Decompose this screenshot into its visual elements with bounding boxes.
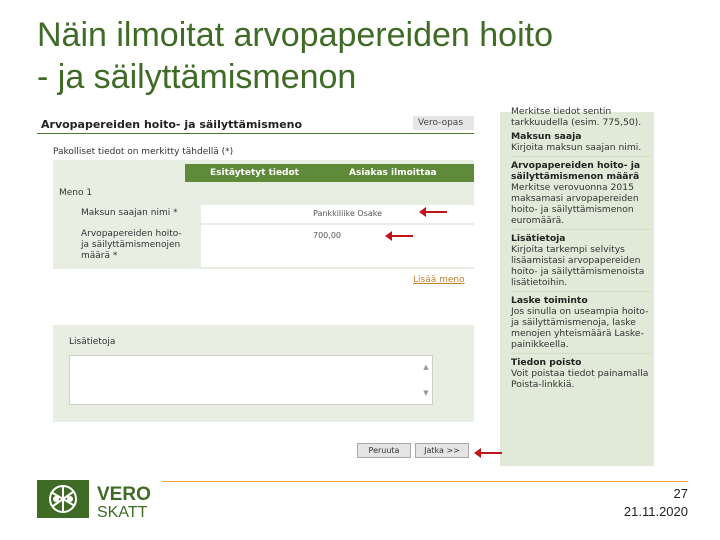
help-text-delete: Voit poistaa tiedot painamalla Poista-linkkiä. (511, 368, 649, 390)
help-heading-delete: Tiedon poisto (511, 353, 651, 368)
additional-info-label: Lisätietoja (69, 337, 116, 347)
slide-title-line-1: Näin ilmoitat arvopapereiden hoito (37, 16, 553, 54)
scroll-down-icon: ▼ (423, 389, 429, 397)
amount-value: 700,00 (313, 231, 341, 240)
slide-title (37, 14, 677, 98)
payee-value: Pankkiliike Osake (313, 209, 383, 218)
add-expense-link[interactable]: Lisää meno (413, 275, 465, 285)
help-panel (500, 106, 654, 466)
vero-skatt-logo (37, 480, 157, 520)
help-heading-additional-info: Lisätietoja (511, 229, 651, 244)
scroll-up-icon: ▲ (423, 363, 429, 371)
slide-date: 21.11.2020 (623, 504, 688, 519)
arrow-pointer-payee (425, 211, 447, 213)
column-header-prefilled: Esitäytetyt tiedot (210, 168, 299, 178)
arrow-pointer-amount (391, 235, 413, 237)
form-screenshot (37, 112, 474, 462)
help-heading-amount: Arvopapereiden hoito- ja säilyttämismenon määrä (511, 156, 651, 182)
help-heading-payee: Maksun saaja (511, 131, 582, 142)
table-header (185, 164, 474, 182)
help-text-amount: Merkitse verovuonna 2015 maksamasi arvopapereiden hoito- ja säilyttämismenon euromäärä. (511, 182, 639, 226)
footer-divider (162, 481, 688, 482)
amount-label: Arvopapereiden hoito- ja säilyttämismenojen määrä * (81, 229, 182, 261)
help-intro-text: Merkitse tiedot sentin tarkkuudella (esim. 775,50). (511, 106, 642, 128)
help-text-payee: Kirjoita maksun saajan nimi. (511, 142, 642, 153)
page-number: 27 (673, 486, 688, 501)
form-title-divider (37, 133, 474, 134)
next-button[interactable]: Jatka >> (415, 443, 469, 458)
amount-prefilled-cell (201, 225, 309, 267)
help-text-calculate: Jos sinulla on useampia hoito- ja säilyttämismenoja, laske menojen yhteismäärä Laske-painikkeella. (511, 306, 649, 350)
payee-prefilled-cell (201, 205, 309, 223)
payee-input[interactable] (309, 205, 474, 223)
column-header-customer: Asiakas ilmoittaa (349, 168, 437, 178)
arrow-pointer-next (480, 452, 502, 454)
form-title: Arvopapereiden hoito- ja säilyttämismeno (41, 118, 303, 131)
help-text-additional-info: Kirjoita tarkempi selvitys lisäamistasi arvopapereiden hoito- ja säilyttämismenoista lisätietoihin. (511, 244, 645, 288)
logo-skatt-text: SKATT (97, 504, 148, 521)
required-fields-hint: Pakolliset tiedot on merkitty tähdellä (*) (53, 147, 234, 157)
textarea-scrollbar[interactable] (422, 362, 430, 400)
cancel-button[interactable]: Peruuta (357, 443, 411, 458)
expense-group-label: Meno 1 (59, 188, 93, 198)
slide-title-line-2: - ja säilyttämismenon (37, 58, 357, 96)
vero-opas-button[interactable]: Vero-opas (413, 116, 474, 130)
payee-label: Maksun saajan nimi * (81, 208, 178, 218)
additional-info-textarea[interactable] (69, 355, 433, 405)
logo-vero-text: VERO (97, 484, 151, 505)
help-heading-calculate: Laske toiminto (511, 291, 651, 306)
